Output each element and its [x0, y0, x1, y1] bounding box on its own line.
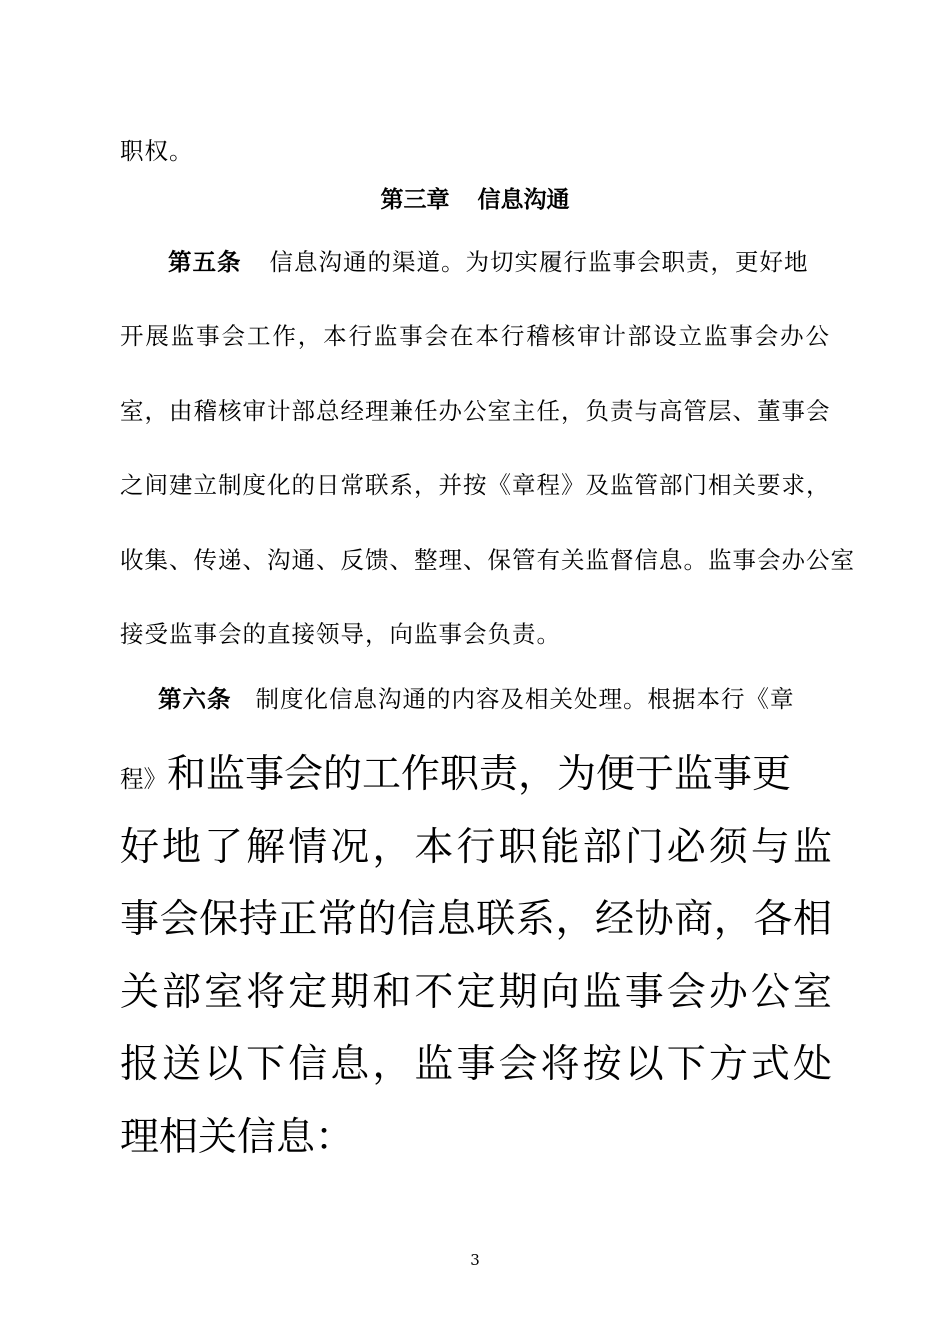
article6-line-2-small: 程》 — [120, 765, 167, 793]
chapter-heading — [0, 185, 950, 215]
page-number: 3 — [470, 1251, 480, 1269]
chapter-number: 第三章 — [380, 186, 450, 213]
carryover-text: 职权。 — [120, 137, 194, 165]
article6-first-line — [158, 684, 830, 714]
article6-line-1: 制度化信息沟通的内容及相关处理。根据本行《章 — [255, 685, 795, 713]
article5-label: 第五条 — [168, 248, 242, 276]
article6-line-2 — [120, 750, 832, 804]
article6-label: 第六条 — [158, 685, 232, 713]
article6-line-2-big: 和监事会的工作职责，为便于监事更 — [167, 752, 792, 797]
article5-first-line — [168, 247, 830, 277]
article5-line-4: 之间建立制度化的日常联系，并按《章程》及监管部门相关要求， — [120, 471, 831, 499]
article6-big-line-4: 报送以下信息，监事会将按以下方式处 — [120, 1042, 832, 1087]
article6-big-line-2: 事会保持正常的信息联系，经协商，各相 — [120, 897, 832, 942]
article5-line-5: 收集、传递、沟通、反馈、整理、保管有关监督信息。监事会办公室 — [120, 546, 855, 574]
chapter-title: 信息沟通 — [477, 186, 570, 213]
article5-line-1: 信息沟通的渠道。为切实履行监事会职责，更好地 — [269, 248, 809, 276]
article5-line-3: 室，由稽核审计部总经理兼任办公室主任，负责与高管层、董事会 — [120, 397, 831, 425]
article5-line-2: 开展监事会工作，本行监事会在本行稽核审计部设立监事会办公 — [120, 322, 830, 350]
article5-line-6: 接受监事会的直接领导，向监事会负责。 — [120, 620, 561, 648]
article6-big-line-3: 关部室将定期和不定期向监事会办公室 — [120, 970, 832, 1015]
article6-big-line-5: 理相关信息： — [120, 1115, 355, 1160]
article6-big-line-1: 好地了解情况，本行职能部门必须与监 — [120, 825, 832, 870]
